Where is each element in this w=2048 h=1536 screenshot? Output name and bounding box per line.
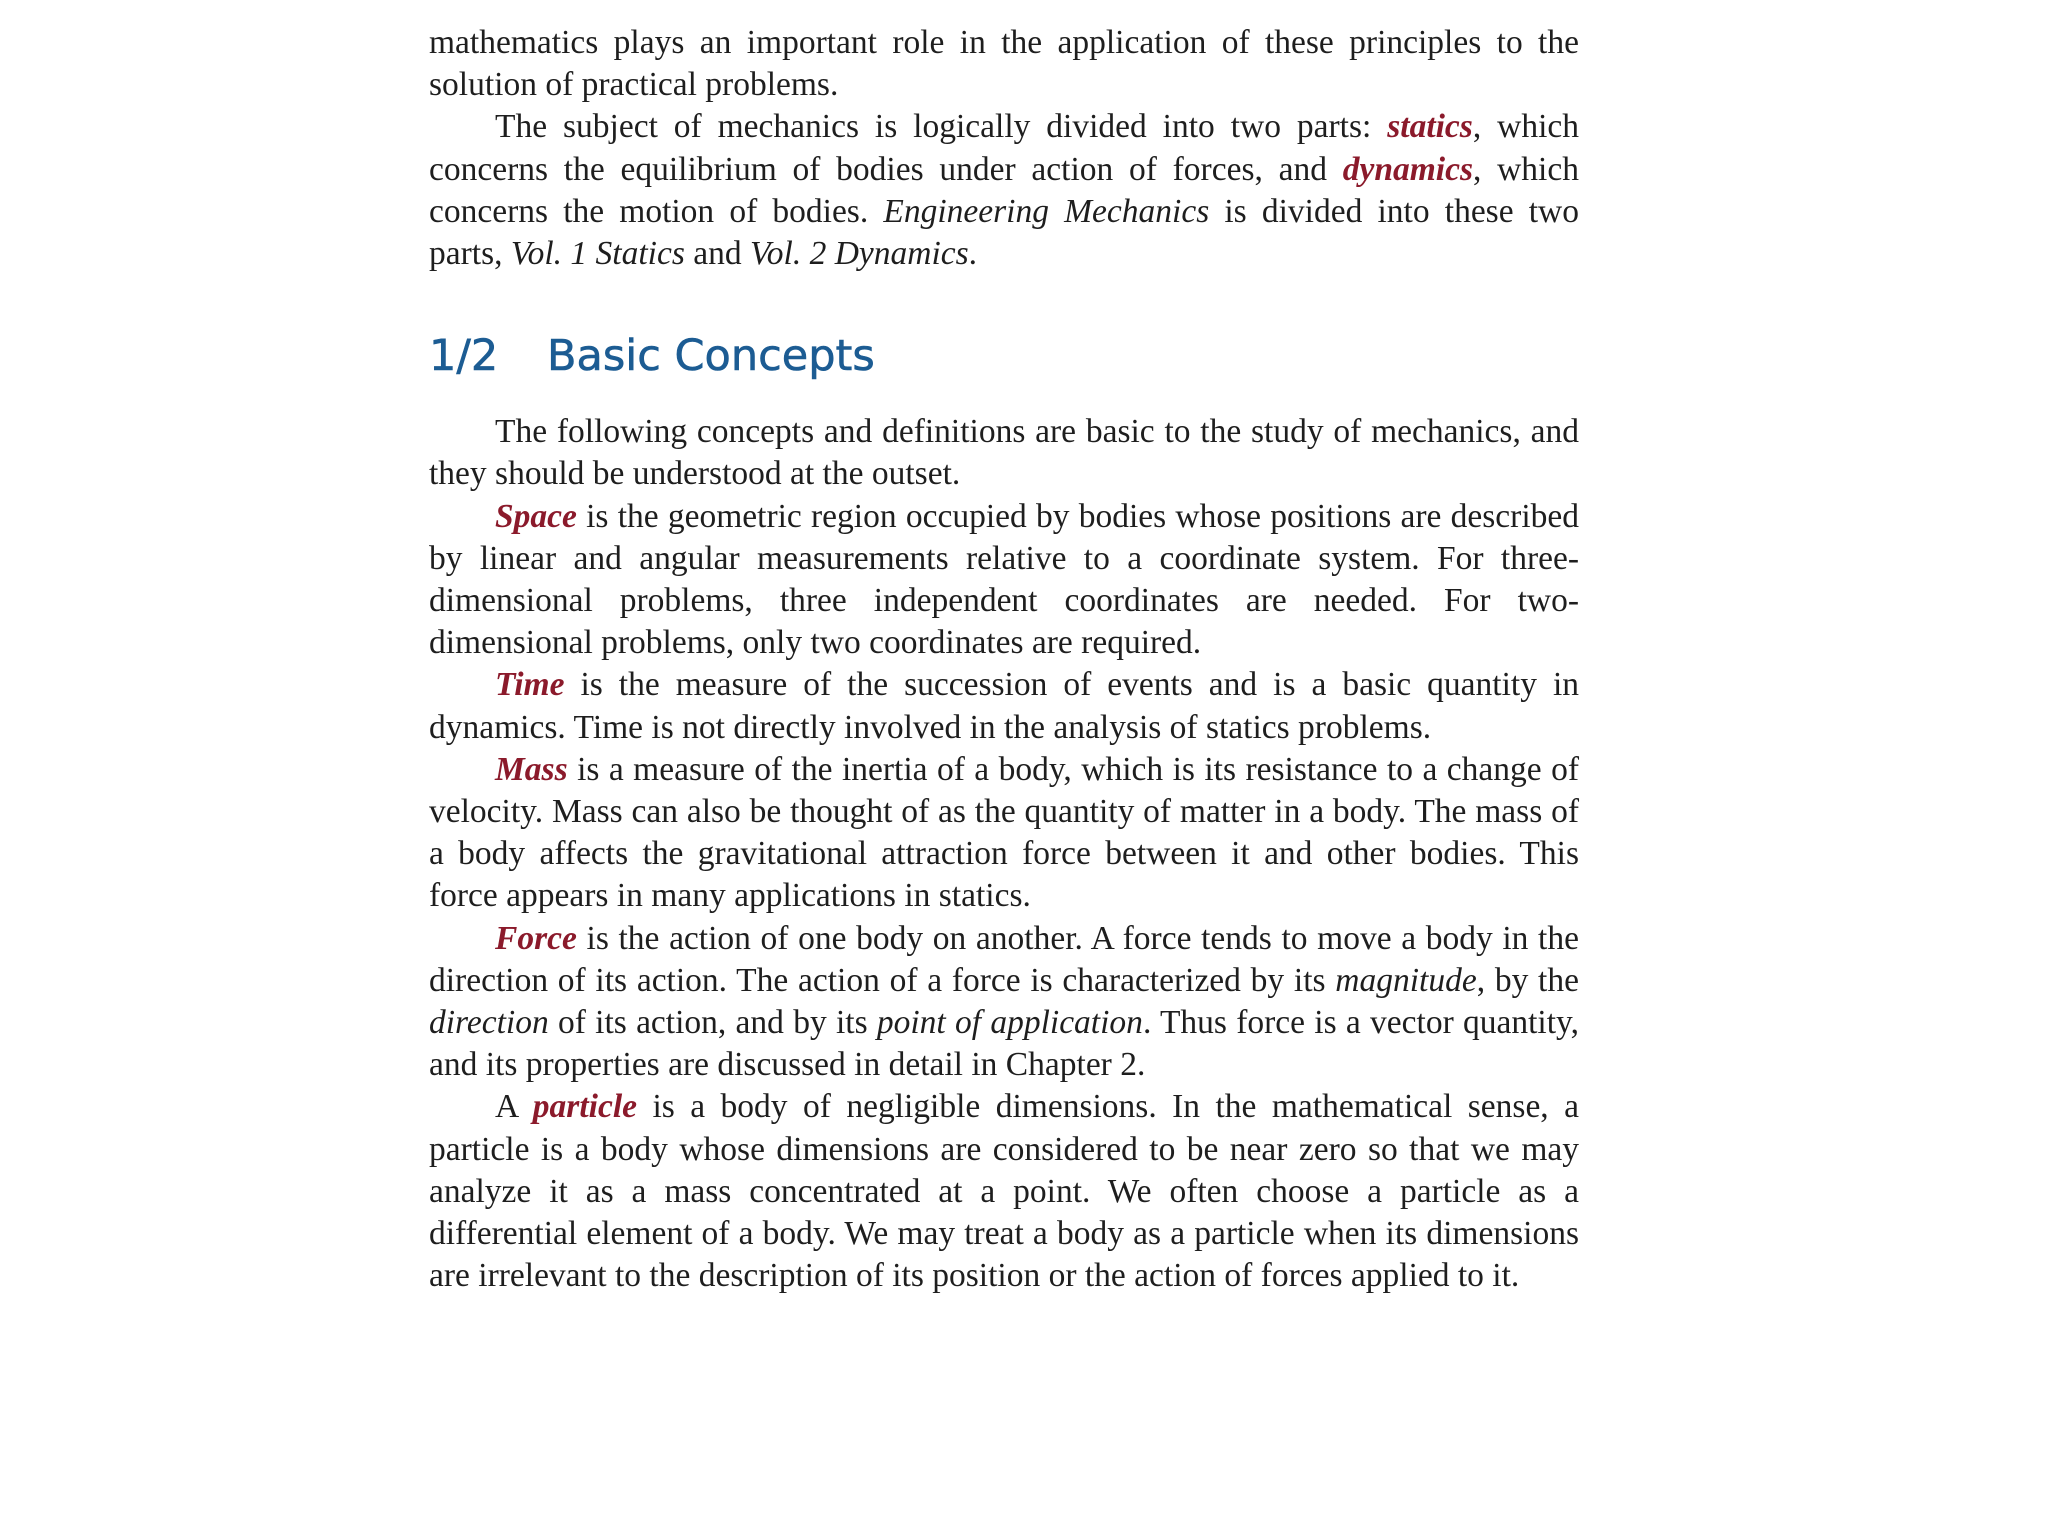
section-number: 1/2: [429, 331, 499, 382]
volume-2-title: Vol. 2 Dynamics: [750, 235, 969, 273]
paragraph-text: is the geometric region occupied by bodies whose positions are described by linear and angular measurements relative to a coordinate system. For three-dimensional problems, three independent coordinates are needed. For two-dimensional problems, only two coordinates are required.: [429, 497, 1579, 662]
section-title: Basic Concepts: [547, 331, 875, 382]
book-title: Engineering Mechanics: [883, 192, 1210, 230]
paragraph-text: .: [968, 235, 978, 273]
paragraph-text: is the action of one body on another. A force tends to move a body in the direction of its action. The action of a force is characterized by its: [429, 919, 1579, 999]
emphasis-magnitude: magnitude: [1335, 961, 1477, 999]
paragraph-text: The subject of mechanics is logically divided into two parts:: [495, 108, 1388, 146]
paragraph-text: is the measure of the succession of events and is a basic quantity in dynamics. Time is not directly involved in the analysis of statics problems.: [429, 666, 1579, 746]
term-dynamics: dynamics: [1342, 150, 1473, 188]
paragraph-text: A: [495, 1088, 533, 1126]
paragraph-mass: [429, 749, 1579, 918]
emphasis-direction: direction: [429, 1004, 549, 1042]
paragraph-mechanics-division: [429, 106, 1579, 275]
emphasis-point-of-application: point of application: [876, 1004, 1143, 1042]
paragraph-text: , which concerns the motion of bodies.: [429, 150, 1579, 230]
paragraph-text: and: [684, 235, 751, 273]
paragraph-text: of its action, and by its: [548, 1004, 877, 1042]
term-statics: statics: [1387, 108, 1473, 146]
paragraph-text: is divided into these two parts,: [429, 192, 1579, 273]
section-heading: [429, 331, 1579, 381]
term-mass: Mass: [495, 750, 568, 788]
volume-1-title: Vol. 1 Statics: [510, 235, 685, 273]
paragraph-text: is a measure of the inertia of a body, which is its resistance to a change of velocity. Mass can also be thought of as the quantity of matter in a body. The mass of a body affects the gravitational attraction force between it and other bodies. This force appears in many applications in statics.: [429, 750, 1579, 915]
paragraph-text: is a body of negligible dimensions. In the mathematical sense, a particle is a body whose dimensions are considered to be near zero so that we may analyze it as a mass concentrated at a point. We often choose a particle as a differential element of a body. We may treat a body as a particle when its dimensions are irrelevant to the description of its position or the action of forces applied to it.: [429, 1088, 1579, 1295]
paragraph-concepts-intro: [429, 411, 1579, 495]
paragraph-text: . Thus force is a vector quantity, and its properties are discussed in detail in Chapter 2.: [429, 1004, 1579, 1084]
paragraph-text: , which concerns the equilibrium of bodies under action of forces, and: [429, 108, 1579, 188]
term-time: Time: [495, 666, 565, 704]
paragraph-force: [429, 918, 1579, 1087]
term-force: Force: [495, 919, 577, 957]
paragraph-space: [429, 496, 1579, 665]
paragraph-continuation: [429, 22, 1579, 106]
paragraph-text: mathematics plays an important role in the application of these principles to the solution of practical problems.: [429, 24, 1579, 104]
term-particle: particle: [532, 1088, 637, 1126]
paragraph-particle: [429, 1086, 1579, 1297]
term-space: Space: [495, 497, 577, 535]
textbook-page: [429, 22, 1579, 1297]
paragraph-time: [429, 664, 1579, 748]
paragraph-text: The following concepts and definitions are basic to the study of mechanics, and they should be understood at the outset.: [429, 413, 1579, 493]
paragraph-text: , by the: [1476, 961, 1579, 999]
